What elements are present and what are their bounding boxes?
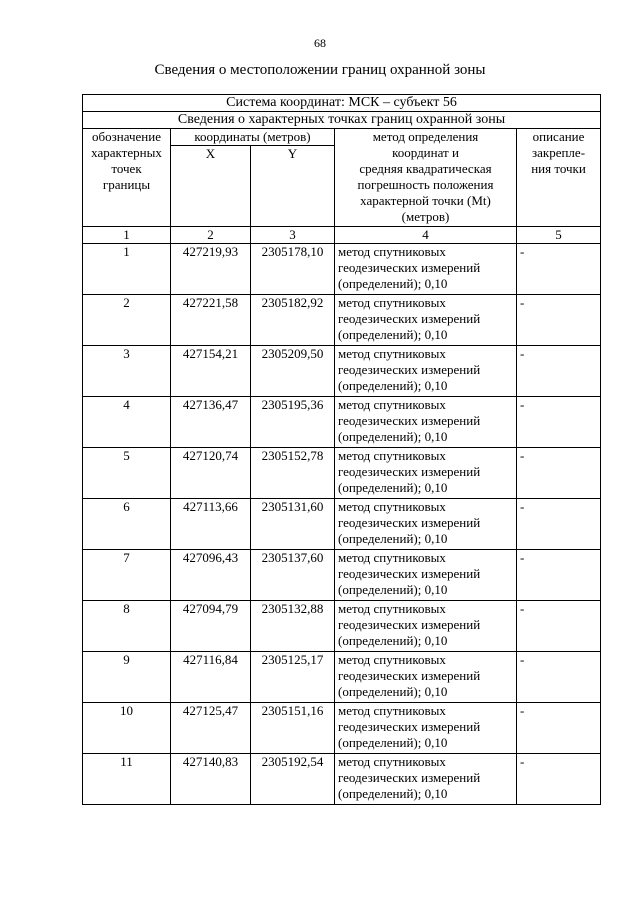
coordinate-system: Система координат: МСК – субъект 56 <box>83 95 601 112</box>
method-cell <box>335 244 517 295</box>
point-id: 8 <box>83 601 171 652</box>
point-description: - <box>517 448 601 499</box>
method-line: метод спутниковых <box>338 448 446 463</box>
method-line: геодезических измерений <box>338 515 481 530</box>
method-line: геодезических измерений <box>338 668 481 683</box>
header-row-1 <box>83 129 601 146</box>
table-row <box>83 346 601 397</box>
method-line: метод спутниковых <box>338 754 446 769</box>
header-method-line: характерной точки (Mt) <box>360 193 491 208</box>
coord-x: 427219,93 <box>171 244 251 295</box>
method-line: метод спутниковых <box>338 703 446 718</box>
point-description: - <box>517 652 601 703</box>
coord-x: 427221,58 <box>171 295 251 346</box>
method-cell <box>335 346 517 397</box>
method-line: геодезических измерений <box>338 464 481 479</box>
coord-x: 427136,47 <box>171 397 251 448</box>
method-line: (определений); 0,10 <box>338 327 448 342</box>
method-cell <box>335 448 517 499</box>
method-line: (определений); 0,10 <box>338 684 448 699</box>
coord-y: 2305125,17 <box>251 652 335 703</box>
method-cell <box>335 703 517 754</box>
header-method-line: (метров) <box>401 209 450 224</box>
column-number: 3 <box>251 227 335 244</box>
header-y: Y <box>251 146 335 227</box>
coord-y: 2305131,60 <box>251 499 335 550</box>
column-number: 4 <box>335 227 517 244</box>
method-line: метод спутниковых <box>338 499 446 514</box>
method-cell <box>335 754 517 805</box>
header-method-line: метод определения <box>372 129 479 144</box>
column-numbers-row <box>83 227 601 244</box>
method-line: метод спутниковых <box>338 601 446 616</box>
page-title: Сведения о местоположении границ охранной зоны <box>154 62 486 78</box>
method-line: геодезических измерений <box>338 566 481 581</box>
header-method-line: средняя квадратическая <box>359 161 492 176</box>
header-method <box>335 129 517 227</box>
method-line: геодезических измерений <box>338 311 481 326</box>
table-subtitle-row <box>83 112 601 129</box>
header-description <box>517 129 601 227</box>
point-id: 11 <box>83 754 171 805</box>
method-line: метод спутниковых <box>338 244 446 259</box>
point-description: - <box>517 244 601 295</box>
coord-y: 2305151,16 <box>251 703 335 754</box>
point-description: - <box>517 754 601 805</box>
method-line: (определений); 0,10 <box>338 429 448 444</box>
point-description: - <box>517 397 601 448</box>
method-line: метод спутниковых <box>338 652 446 667</box>
point-description: - <box>517 295 601 346</box>
header-method-line: координат и <box>392 145 459 160</box>
point-id: 6 <box>83 499 171 550</box>
coordinates-table <box>82 94 601 805</box>
table-row <box>83 448 601 499</box>
table-row <box>83 652 601 703</box>
header-point-line: характерных <box>91 145 162 160</box>
point-description: - <box>517 703 601 754</box>
coord-y: 2305209,50 <box>251 346 335 397</box>
table-subtitle: Сведения о характерных точках границ охранной зоны <box>83 112 601 129</box>
table-row <box>83 295 601 346</box>
method-line: геодезических измерений <box>338 770 481 785</box>
table-row <box>83 397 601 448</box>
method-cell <box>335 550 517 601</box>
table-row <box>83 550 601 601</box>
column-number: 5 <box>517 227 601 244</box>
column-number: 1 <box>83 227 171 244</box>
header-description-line: описание <box>532 129 585 144</box>
coord-y: 2305178,10 <box>251 244 335 295</box>
column-number: 2 <box>171 227 251 244</box>
method-cell <box>335 499 517 550</box>
method-line: (определений); 0,10 <box>338 480 448 495</box>
coord-x: 427154,21 <box>171 346 251 397</box>
coord-x: 427113,66 <box>171 499 251 550</box>
method-line: метод спутниковых <box>338 550 446 565</box>
header-point-line: обозначение <box>92 129 161 144</box>
method-line: метод спутниковых <box>338 346 446 361</box>
point-description: - <box>517 550 601 601</box>
method-line: геодезических измерений <box>338 260 481 275</box>
table-row <box>83 703 601 754</box>
coord-x: 427094,79 <box>171 601 251 652</box>
coord-y: 2305132,88 <box>251 601 335 652</box>
point-rows <box>83 244 601 805</box>
coord-x: 427125,47 <box>171 703 251 754</box>
method-line: метод спутниковых <box>338 397 446 412</box>
point-id: 4 <box>83 397 171 448</box>
point-id: 9 <box>83 652 171 703</box>
method-line: (определений); 0,10 <box>338 633 448 648</box>
point-id: 1 <box>83 244 171 295</box>
method-line: метод спутниковых <box>338 295 446 310</box>
method-cell <box>335 397 517 448</box>
method-cell <box>335 652 517 703</box>
page-number: 68 <box>314 36 326 50</box>
point-id: 3 <box>83 346 171 397</box>
point-description: - <box>517 346 601 397</box>
header-point-line: границы <box>102 177 151 192</box>
header-coords: координаты (метров) <box>171 129 335 146</box>
table-row <box>83 754 601 805</box>
table-row <box>83 244 601 295</box>
method-cell <box>335 601 517 652</box>
point-description: - <box>517 601 601 652</box>
method-line: геодезических измерений <box>338 413 481 428</box>
point-id: 2 <box>83 295 171 346</box>
coord-y: 2305195,36 <box>251 397 335 448</box>
coordinate-system-row <box>83 95 601 112</box>
method-line: геодезических измерений <box>338 362 481 377</box>
point-id: 10 <box>83 703 171 754</box>
point-description: - <box>517 499 601 550</box>
point-id: 7 <box>83 550 171 601</box>
method-line: (определений); 0,10 <box>338 582 448 597</box>
method-line: (определений); 0,10 <box>338 276 448 291</box>
point-id: 5 <box>83 448 171 499</box>
coord-y: 2305137,60 <box>251 550 335 601</box>
method-line: (определений); 0,10 <box>338 735 448 750</box>
header-point-line: точек <box>111 161 142 176</box>
method-line: геодезических измерений <box>338 617 481 632</box>
method-line: геодезических измерений <box>338 719 481 734</box>
table-row <box>83 499 601 550</box>
method-line: (определений); 0,10 <box>338 378 448 393</box>
header-x: X <box>171 146 251 227</box>
method-cell <box>335 295 517 346</box>
header-description-line: ния точки <box>531 161 586 176</box>
coord-y: 2305152,78 <box>251 448 335 499</box>
coord-x: 427116,84 <box>171 652 251 703</box>
coord-x: 427120,74 <box>171 448 251 499</box>
coord-y: 2305182,92 <box>251 295 335 346</box>
method-line: (определений); 0,10 <box>338 786 448 801</box>
header-method-line: погрешность положения <box>357 177 494 192</box>
header-description-line: закрепле- <box>531 145 586 160</box>
method-line: (определений); 0,10 <box>338 531 448 546</box>
coord-y: 2305192,54 <box>251 754 335 805</box>
header-point <box>83 129 171 227</box>
coord-x: 427096,43 <box>171 550 251 601</box>
table-row <box>83 601 601 652</box>
coord-x: 427140,83 <box>171 754 251 805</box>
